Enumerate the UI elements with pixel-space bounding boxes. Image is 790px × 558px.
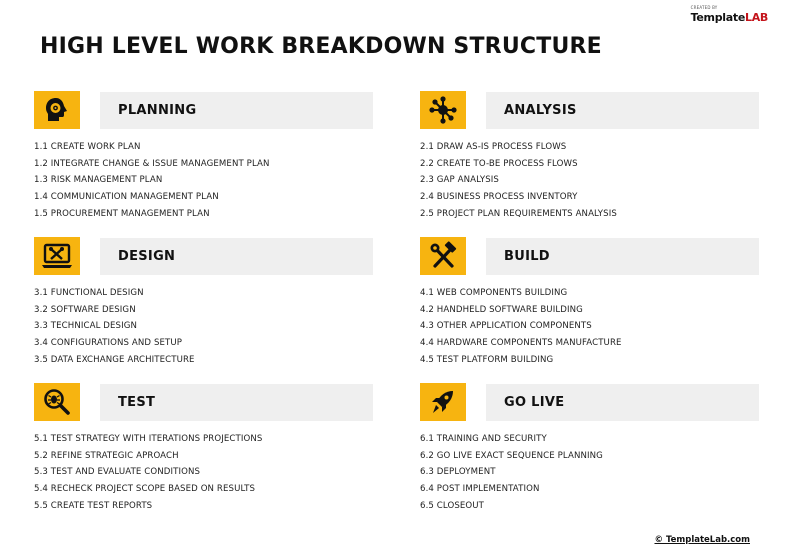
network-hub-icon <box>420 91 466 129</box>
section-title: GO LIVE <box>504 395 565 410</box>
task-item: 4.2 HANDHELD SOFTWARE BUILDING <box>420 304 583 315</box>
section-header <box>420 382 760 422</box>
task-item: 5.2 REFINE STRATEGIC APROACH <box>34 450 179 461</box>
task-item: 6.3 DEPLOYMENT <box>420 467 496 478</box>
section-go-live <box>420 382 760 516</box>
task-list <box>420 287 760 370</box>
templatelab-logo <box>691 6 768 25</box>
task-item: 1.4 COMMUNICATION MANAGEMENT PLAN <box>34 192 219 203</box>
task-item: 6.5 CLOSEOUT <box>420 500 485 511</box>
section-title-bar <box>100 384 373 421</box>
task-item: 1.3 RISK MANAGEMENT PLAN <box>34 175 163 186</box>
section-build <box>420 236 760 370</box>
task-item: 3.4 CONFIGURATIONS AND SETUP <box>34 338 183 349</box>
task-item: 3.5 DATA EXCHANGE ARCHITECTURE <box>34 354 195 365</box>
task-list <box>420 141 760 224</box>
task-item: 5.5 CREATE TEST REPORTS <box>34 500 153 511</box>
section-test <box>34 382 374 516</box>
task-item: 6.4 POST IMPLEMENTATION <box>420 484 540 495</box>
logo-tagline: CREATED BY <box>690 5 718 10</box>
task-list <box>420 433 760 516</box>
hammer-wrench-icon <box>420 237 466 275</box>
section-header <box>34 90 374 130</box>
task-item: 1.2 INTEGRATE CHANGE & ISSUE MANAGEMENT PLAN <box>34 158 270 169</box>
task-item: 2.2 CREATE TO-BE PROCESS FLOWS <box>420 158 578 169</box>
task-item: 3.3 TECHNICAL DESIGN <box>34 321 138 332</box>
section-header <box>34 236 374 276</box>
task-item: 5.3 TEST AND EVALUATE CONDITIONS <box>34 467 201 478</box>
section-header <box>34 382 374 422</box>
section-analysis <box>420 90 760 224</box>
task-item: 6.1 TRAINING AND SECURITY <box>420 434 547 444</box>
task-item: 2.3 GAP ANALYSIS <box>420 175 499 186</box>
logo-main: Template <box>690 11 745 24</box>
copyright-link[interactable]: © TemplateLab.com <box>654 535 750 545</box>
task-item: 5.4 RECHECK PROJECT SCOPE BASED ON RESULTS <box>34 484 256 495</box>
section-title: BUILD <box>504 249 550 264</box>
task-item: 1.5 PROCUREMENT MANAGEMENT PLAN <box>34 208 210 219</box>
logo-wordmark <box>691 11 768 24</box>
task-item: 1.1 CREATE WORK PLAN <box>34 142 141 152</box>
task-item: 6.2 GO LIVE EXACT SEQUENCE PLANNING <box>420 450 603 461</box>
logo-accent: LAB <box>744 11 768 24</box>
section-planning <box>34 90 374 224</box>
task-item: 4.5 TEST PLATFORM BUILDING <box>420 354 554 365</box>
task-item: 3.2 SOFTWARE DESIGN <box>34 304 136 315</box>
page-title: HIGH LEVEL WORK BREAKDOWN STRUCTURE <box>40 34 602 59</box>
laptop-tools-icon <box>34 237 80 275</box>
task-list <box>34 141 374 224</box>
section-header <box>420 236 760 276</box>
task-item: 2.1 DRAW AS-IS PROCESS FLOWS <box>420 142 567 152</box>
task-item: 2.5 PROJECT PLAN REQUIREMENTS ANALYSIS <box>420 208 617 219</box>
section-title-bar <box>100 92 373 129</box>
section-title-bar <box>486 238 759 275</box>
task-item: 5.1 TEST STRATEGY WITH ITERATIONS PROJECTIONS <box>34 434 263 444</box>
task-list <box>34 287 374 370</box>
task-item: 4.4 HARDWARE COMPONENTS MANUFACTURE <box>420 338 622 349</box>
section-title: DESIGN <box>118 249 176 264</box>
section-title-bar <box>486 384 759 421</box>
head-gear-icon <box>34 91 80 129</box>
section-title-bar <box>486 92 759 129</box>
section-title: ANALYSIS <box>504 103 577 118</box>
task-item: 4.3 OTHER APPLICATION COMPONENTS <box>420 321 592 332</box>
bug-magnifier-icon <box>34 383 80 421</box>
section-design <box>34 236 374 370</box>
section-title-bar <box>100 238 373 275</box>
section-header <box>420 90 760 130</box>
task-list <box>34 433 374 516</box>
task-item: 4.1 WEB COMPONENTS BUILDING <box>420 288 568 298</box>
task-item: 2.4 BUSINESS PROCESS INVENTORY <box>420 192 578 203</box>
rocket-icon <box>420 383 466 421</box>
section-title: TEST <box>118 395 156 410</box>
section-title: PLANNING <box>118 103 197 118</box>
task-item: 3.1 FUNCTIONAL DESIGN <box>34 288 144 298</box>
